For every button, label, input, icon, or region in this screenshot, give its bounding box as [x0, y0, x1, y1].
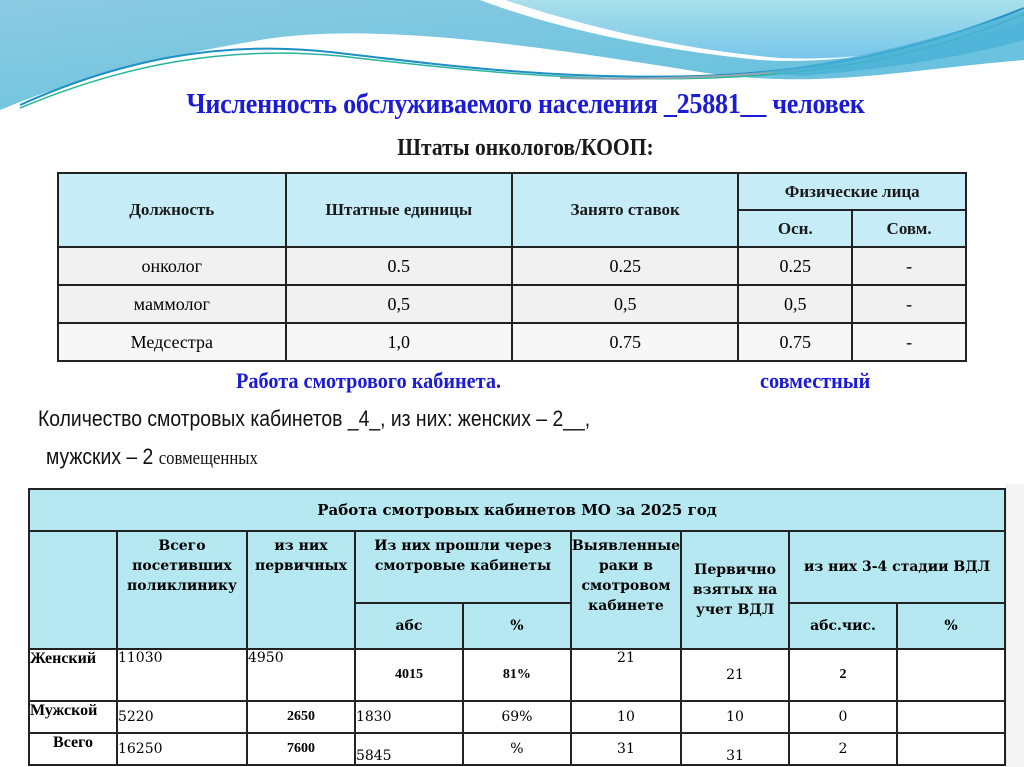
cell-units: 0,5 [286, 285, 512, 323]
table-row [29, 649, 1005, 701]
col-detected: Выявленные раки в смотровом кабинете [571, 531, 681, 649]
col-position: Должность [58, 173, 286, 247]
page-title: Численность обслуживаемого населения _25881__ человек [186, 88, 865, 120]
col-pct2: % [897, 603, 1005, 649]
cell-main: 0,5 [738, 285, 852, 323]
cell-position: онколог [58, 247, 286, 285]
col-units: Штатные единицы [286, 173, 512, 247]
exam-section-tag: совместный [760, 368, 871, 393]
cell-units: 1,0 [286, 323, 512, 361]
col-label-blank [29, 531, 117, 649]
col-main: Осн. [738, 210, 852, 247]
cell-main: 0.75 [738, 323, 852, 361]
cell-stage-abs: 2 [789, 733, 897, 765]
cell-combined: - [852, 247, 966, 285]
cell-primary: 7600 [247, 733, 355, 765]
right-edge-panel [1006, 484, 1024, 767]
exam-section-heading: Работа смотрового кабинета. [236, 368, 502, 393]
cell-abs: 5845 [355, 733, 463, 765]
exam-rooms-count-text: Количество смотровых кабинетов _4_, из них: женских – 2__, [38, 406, 591, 431]
col-total-visitors: Всего посетивших поликлинику [117, 531, 247, 649]
row-label: Женский [29, 649, 117, 701]
cell-primary: 4950 [247, 649, 355, 701]
cell-total: 5220 [117, 701, 247, 733]
staff-row [58, 323, 966, 361]
cell-detected: 21 [571, 649, 681, 701]
cell-stage-abs: 0 [789, 701, 897, 733]
cell-stage-pct [897, 733, 1005, 765]
col-individuals: Физические лица [738, 173, 966, 210]
row-label: Всего [29, 733, 117, 765]
combined-label: совмещенных [158, 448, 258, 469]
table-row [29, 733, 1005, 765]
cell-stage-abs: 2 [789, 649, 897, 701]
cell-combined: - [852, 323, 966, 361]
col-combined: Совм. [852, 210, 966, 247]
cell-pct: % [463, 733, 571, 765]
staff-row [58, 247, 966, 285]
col-primary: из них первичных [247, 531, 355, 649]
male-rooms-text: мужских – 2 [46, 444, 159, 469]
col-passed-through: Из них прошли через смотровые кабинеты [355, 531, 571, 603]
exam-table-caption: Работа смотровых кабинетов МО за 2025 год [29, 489, 1005, 531]
cell-detected: 31 [571, 733, 681, 765]
cell-units: 0.5 [286, 247, 512, 285]
cell-combined: - [852, 285, 966, 323]
col-occupied: Занято ставок [512, 173, 738, 247]
col-stage34: из них 3-4 стадии ВДЛ [789, 531, 1005, 603]
cell-abs: 4015 [355, 649, 463, 701]
staff-row [58, 285, 966, 323]
cell-registered: 31 [681, 733, 789, 765]
cell-stage-pct [897, 701, 1005, 733]
cell-main: 0.25 [738, 247, 852, 285]
exam-rooms-male-text [46, 444, 258, 470]
cell-primary: 2650 [247, 701, 355, 733]
col-registered: Первично взятых на учет ВДЛ [681, 531, 789, 649]
cell-occupied: 0.75 [512, 323, 738, 361]
cell-occupied: 0,5 [512, 285, 738, 323]
cell-occupied: 0.25 [512, 247, 738, 285]
cell-abs: 1830 [355, 701, 463, 733]
cell-pct: 69% [463, 701, 571, 733]
row-label: Мужской [29, 701, 117, 733]
exam-rooms-table [28, 488, 1006, 766]
cell-total: 16250 [117, 733, 247, 765]
cell-total: 11030 [117, 649, 247, 701]
staff-table [57, 172, 967, 362]
cell-position: Медсестра [58, 323, 286, 361]
cell-registered: 21 [681, 649, 789, 701]
cell-pct: 81% [463, 649, 571, 701]
col-pct: % [463, 603, 571, 649]
col-abs: абс [355, 603, 463, 649]
cell-detected: 10 [571, 701, 681, 733]
staff-subtitle: Штаты онкологов/КООП: [397, 135, 654, 161]
cell-registered: 10 [681, 701, 789, 733]
col-abs-num: абс.чис. [789, 603, 897, 649]
cell-stage-pct [897, 649, 1005, 701]
table-row [29, 701, 1005, 733]
cell-position: маммолог [58, 285, 286, 323]
